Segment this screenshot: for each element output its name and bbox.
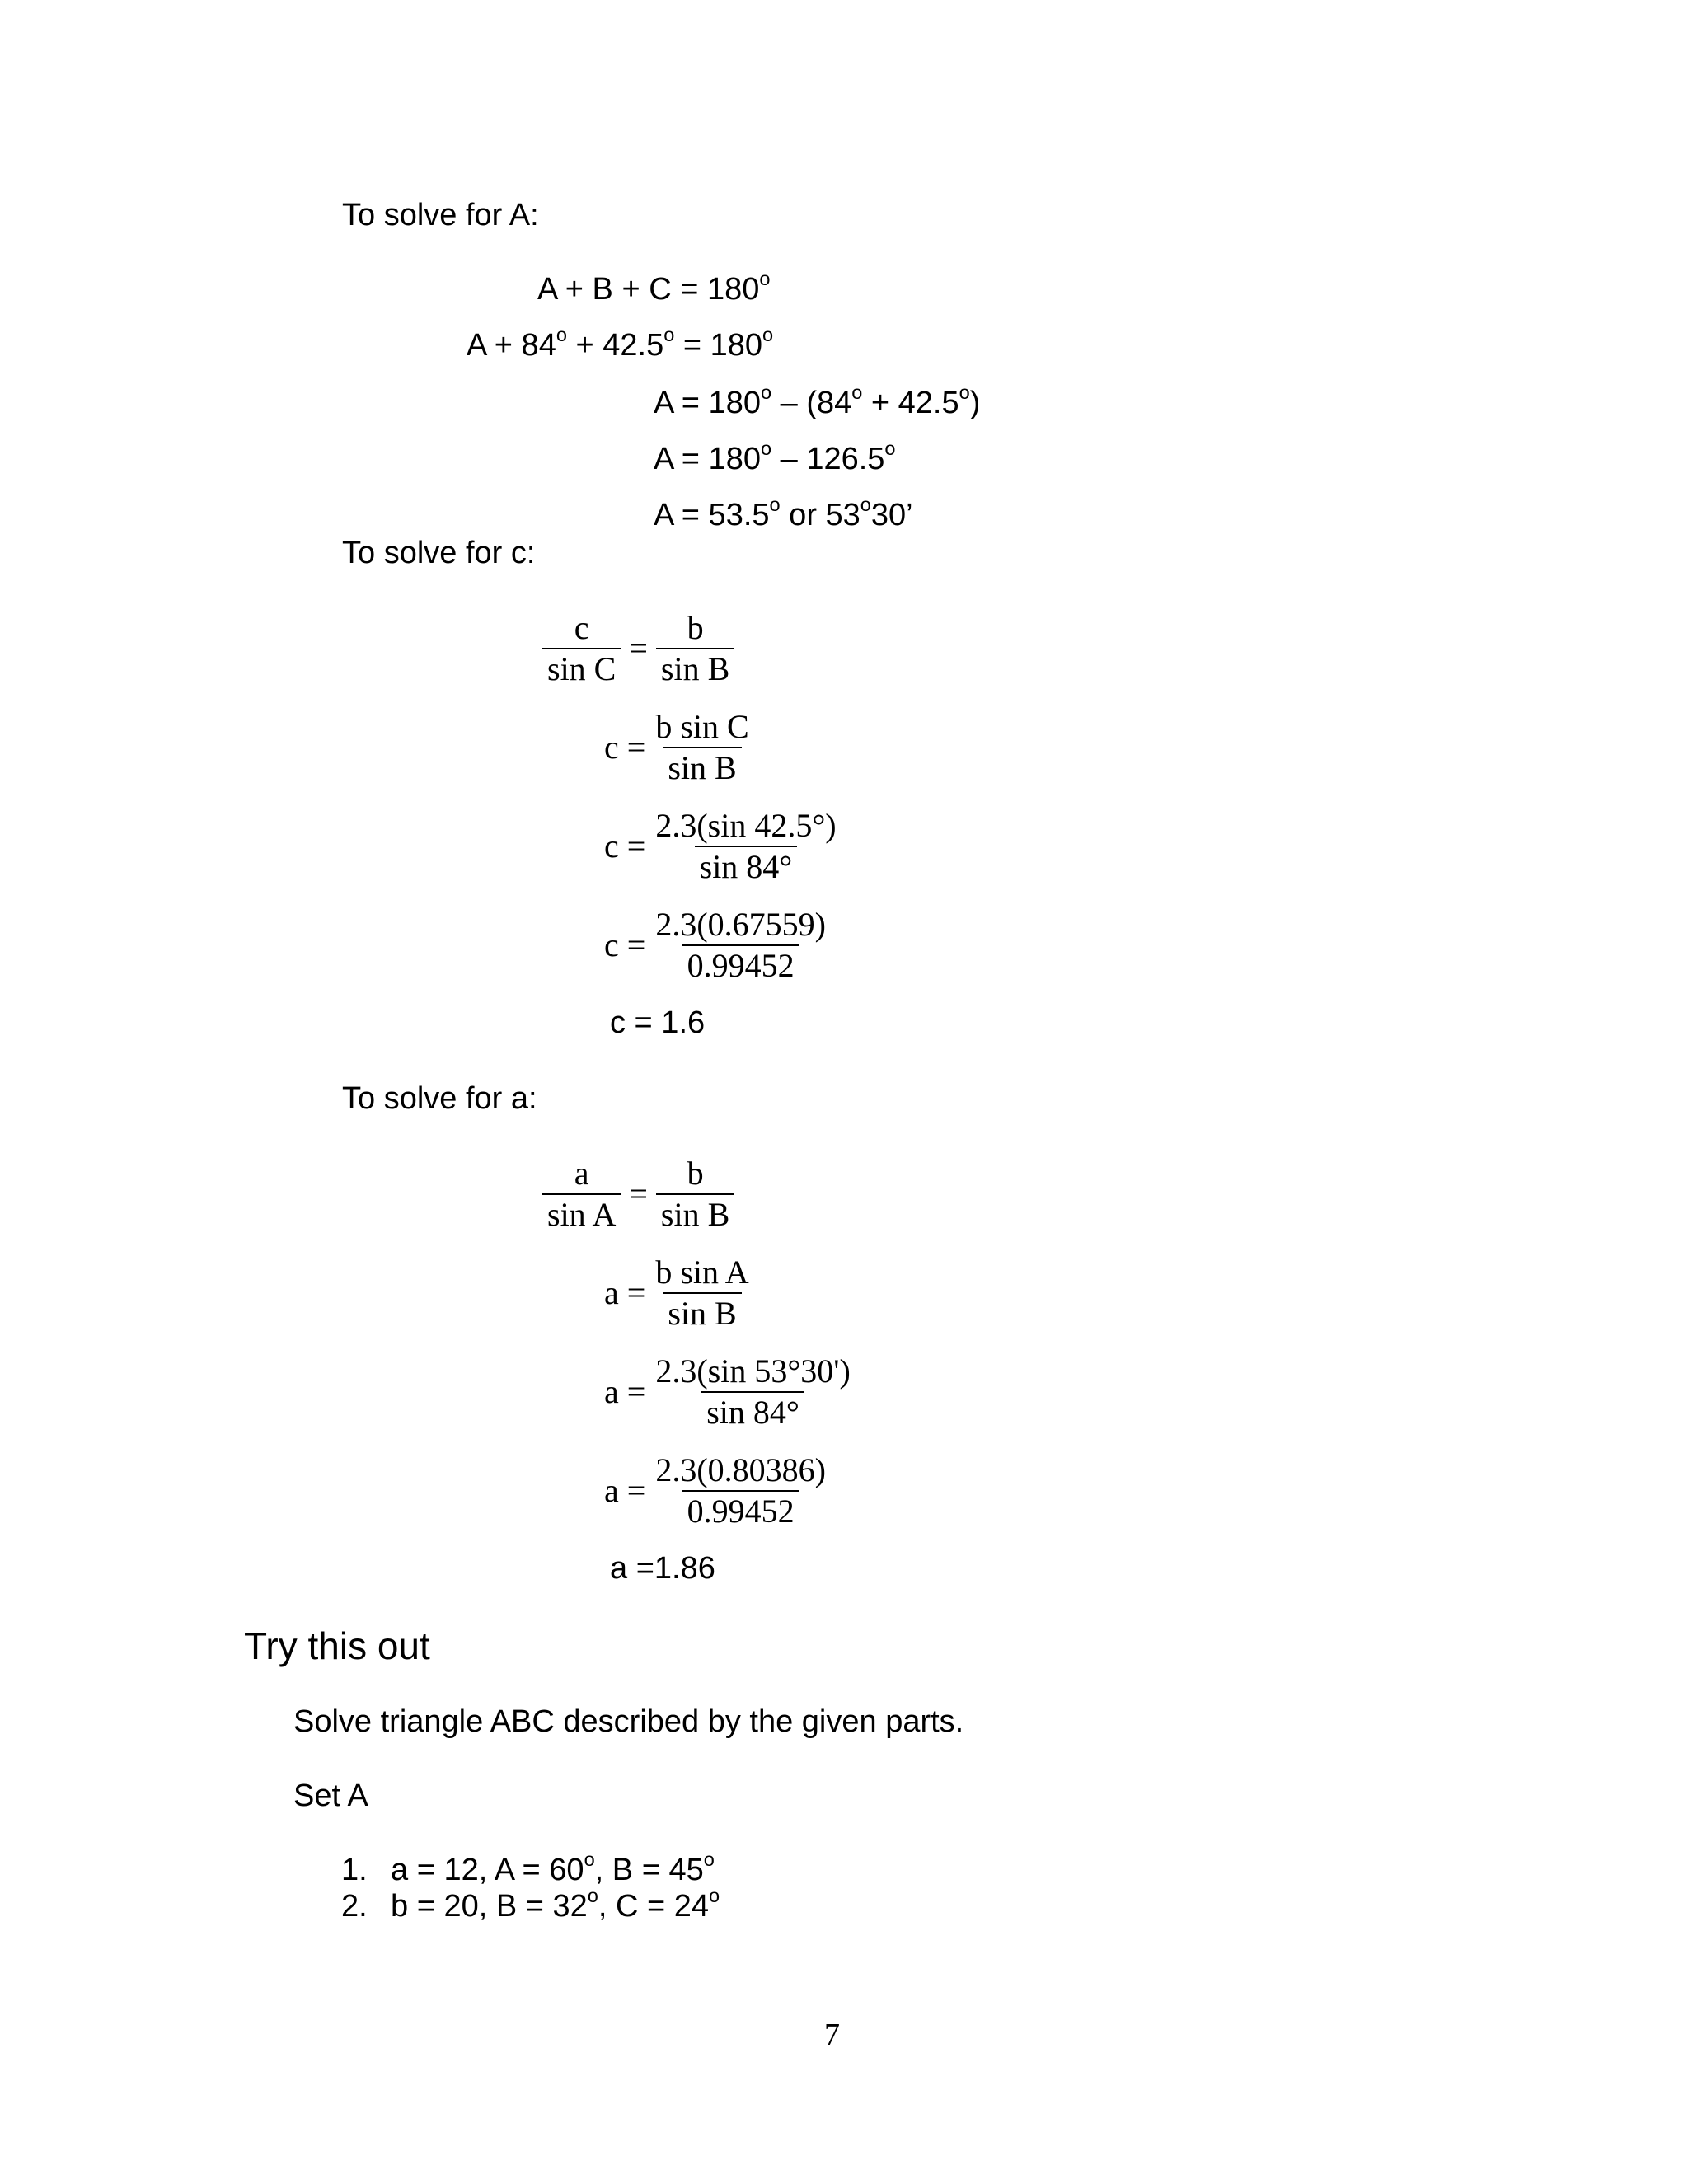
- heading-solve-c: To solve for c:: [342, 536, 536, 570]
- equation-c-step-1: c = $\frac{\text{b sin C}}{\text{sin B}}$: [604, 710, 754, 785]
- equation-angle-subtract: $A = 180^o - 126.5^o$: [654, 438, 896, 476]
- fraction: $\frac{2.3(\sin 53^\circ 30')}{\sin 84^\circ}$: [655, 1352, 851, 1431]
- fraction: $\frac{b}{\text{sin B}}$: [656, 1157, 734, 1231]
- equation-angle-sum: $A + B + C = 180^o$: [537, 268, 771, 307]
- fraction: $\frac{b}{\text{sin B}}$: [656, 612, 734, 686]
- list-item: 2. b = 20, $B = 32^o$, $C = 24^o$: [341, 1885, 720, 1924]
- fraction: $\frac{c}{\text{sin C}}$: [542, 612, 621, 686]
- list-item: 1. a = 12, $A = 60^o$, $B = 45^o$: [341, 1849, 715, 1887]
- equation-c-step-2: c = $\frac{2.3(\sin 42.5^\circ)}{\sin 84^\circ}$: [604, 809, 842, 883]
- equation-angle-substitute: $A + 84^o + 42.5^o = 180^o$: [467, 324, 774, 363]
- problem-text: b = 20, $B = 32^o$, $C = 24^o$: [391, 1885, 720, 1924]
- fraction: $\frac{\text{b sin A}}{\text{sin B}}$: [655, 1254, 749, 1332]
- page-number: 7: [824, 2018, 840, 2052]
- fraction: $\frac{2.3(\sin 42.5^\circ)}{\sin 84^\circ}$: [655, 807, 837, 885]
- law-of-sines-a: $\frac{a}{\text{sin A}}$ = $\frac{b}{\text{sin B}}$: [542, 1157, 734, 1231]
- fraction: $\frac{\text{b sin C}}{\text{sin B}}$: [655, 708, 749, 786]
- result-c: c = 1.6: [610, 1005, 706, 1040]
- equation-c-step-3: c = $\frac{2.3(0.67559)}{0.99452}$: [604, 908, 831, 982]
- equation-angle-isolate: $A = 180^o - (84^o + 42.5^o)$: [654, 382, 981, 420]
- set-label: Set A: [293, 1779, 368, 1813]
- instruction-text: Solve triangle ABC described by the given parts.: [293, 1704, 964, 1739]
- equation-a-step-1: a = $\frac{\text{b sin A}}{\text{sin B}}$: [604, 1256, 754, 1330]
- fraction: $\frac{2.3(0.80386)}{0.99452}$: [655, 1451, 826, 1530]
- result-a: a =1.86: [610, 1551, 715, 1586]
- fraction: $\frac{2.3(0.67559)}{0.99452}$: [655, 906, 826, 984]
- equation-angle-result: $A = 53.5^o$ or 53$^o$30’: [654, 494, 913, 532]
- heading-try-this-out: Try this out: [244, 1624, 430, 1667]
- equation-a-step-3: a = $\frac{2.3(0.80386)}{0.99452}$: [604, 1454, 831, 1528]
- problem-text: a = 12, $A = 60^o$, $B = 45^o$: [391, 1849, 715, 1887]
- equation-a-step-2: a = $\frac{2.3(\sin 53^\circ 30')}{\sin 84^\circ}$: [604, 1355, 856, 1429]
- heading-solve-a: To solve for a:: [342, 1081, 537, 1116]
- problem-list: [341, 1849, 720, 1924]
- heading-solve-A: To solve for A:: [342, 198, 539, 232]
- law-of-sines-c: $\frac{c}{\text{sin C}}$ = $\frac{b}{\text{sin B}}$: [542, 612, 734, 686]
- fraction: $\frac{a}{\text{sin A}}$: [542, 1157, 621, 1231]
